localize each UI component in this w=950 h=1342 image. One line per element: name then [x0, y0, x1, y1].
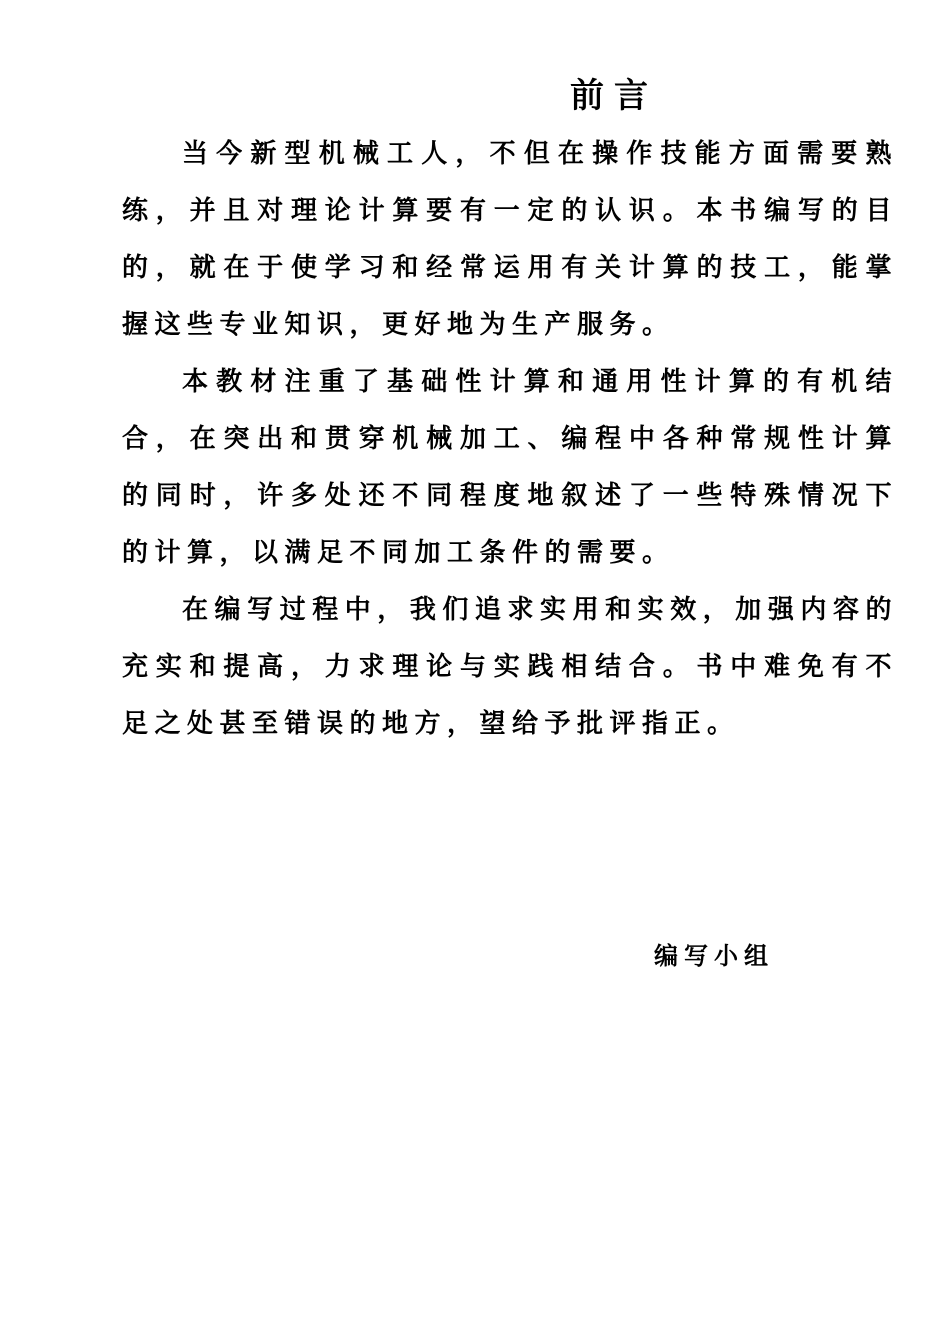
- page-title: 前言: [570, 76, 658, 116]
- paragraph-3: 在编写过程中，我们追求实用和实效，加强内容的充实和提高，力求理论与实践相结合。书中难免有不足之处甚至错误的地方，望给予批评指正。: [122, 595, 898, 739]
- signature: 编写小组: [654, 941, 774, 970]
- paragraph-1: 当今新型机械工人，不但在操作技能方面需要熟练，并且对理论计算要有一定的认识。本书编写的目的，就在于使学习和经常运用有关计算的技工，能掌握这些专业知识，更好地为生产服务。: [122, 139, 898, 340]
- paragraph-2: 本教材注重了基础性计算和通用性计算的有机结合，在突出和贯穿机械加工、编程中各种常规性计算的同时，许多处还不同程度地叙述了一些特殊情况下的计算，以满足不同加工条件的需要。: [122, 367, 898, 568]
- preface-body: [122, 126, 898, 753]
